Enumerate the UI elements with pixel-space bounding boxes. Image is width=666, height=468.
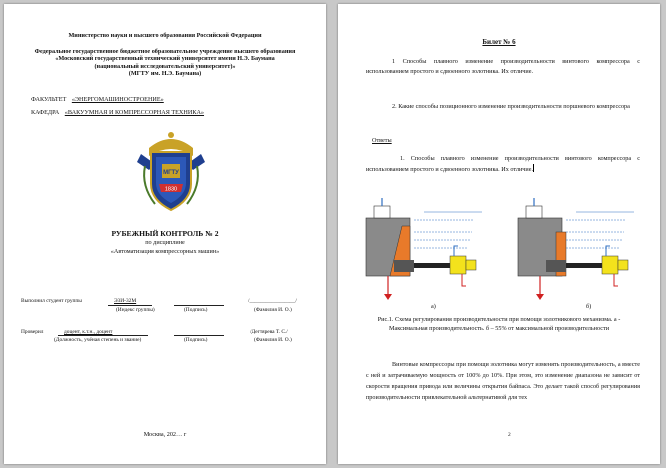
student-signature-line	[174, 305, 224, 306]
faculty-value: «ЭНЕРГОМАШИНОСТРОЕНИЕ»	[71, 96, 164, 103]
title-page	[4, 4, 326, 464]
group-underline	[108, 305, 152, 306]
student-name: /_________________/	[248, 298, 297, 304]
body-paragraph: Винтовые компрессоры при помощи золотника могут изменять производительность, а вместе с ней и затрачиваемую мощность от 100% до 10%. При этом, это изменение диапазона не зависит от скорости вращения привода или величины открытия байпаса. Это делает такой способ регулирования производительности привлекательной альтернативой для тех	[366, 361, 640, 401]
ticket-title: Билет № 6	[482, 38, 516, 46]
name-caption: (Фамилия И. О.)	[254, 337, 292, 343]
footer-city-year: Москва, 202… г	[143, 431, 187, 438]
emblem-text: МГТУ	[163, 170, 179, 176]
name-caption: (Фамилия И. О.)	[254, 307, 292, 313]
department-row	[31, 109, 204, 116]
question-1: 1 Способы плавного изменение производительности винтового компрессора с использованием простого и сдвоенного золотника. Их отличие.	[366, 58, 640, 75]
position-underline	[58, 335, 148, 336]
document-title: РУБЕЖНЫЙ КОНТРОЛЬ № 2	[111, 229, 219, 238]
faculty-label: ФАКУЛЬТЕТ	[31, 96, 67, 103]
answers-title: Ответы	[372, 137, 392, 144]
answer-1-heading	[366, 154, 640, 175]
department-label: КАФЕДРА	[31, 109, 60, 116]
checked-label: Проверил	[21, 329, 44, 335]
position-caption: (Должность, учёная степень и звание)	[54, 337, 142, 343]
page-number: 2	[508, 432, 511, 438]
question-2: 2. Какие способы позиционного изменение производительности поршневого компрессора	[392, 103, 630, 110]
signature-caption: (Подпись)	[184, 337, 208, 343]
figure-caption: Рис.1. Схема регулирования производительности при помощи золотникового механизма. а - Максимальная производительность. б – 55% от максимальной производительности	[377, 316, 621, 333]
student-label: Выполнил студент группы	[21, 298, 82, 304]
figure-scheme-b	[506, 198, 656, 302]
checker-position: доцент, к.т.н., доцент	[64, 329, 113, 335]
discipline-label: по дисциплине	[145, 239, 185, 246]
group-caption: (Индекс группы)	[116, 307, 155, 313]
ministry-line: Министерство науки и высшего образования Российской Федерации	[68, 32, 262, 39]
institution-line: Федеральное государственное бюджетное образовательное учреждение высшего образования	[34, 48, 296, 55]
discipline-value: «Автоматизация компрессорных машин»	[110, 248, 220, 255]
institution-line: (МГТУ им. Н.Э. Баумана)	[128, 70, 202, 78]
checker-name: /Дегтярева Т. С./	[250, 329, 288, 335]
figure-label-b: б)	[586, 303, 592, 310]
text-cursor	[533, 164, 534, 172]
checker-signature-line	[174, 335, 224, 336]
signature-caption: (Подпись)	[184, 307, 208, 313]
faculty-row	[31, 96, 164, 103]
student-group: Э3И-32М	[114, 298, 137, 304]
figure-scheme-a	[354, 198, 504, 302]
answer-1-text: 1. Способы плавного изменение производительности винтового компрессора с использованием простого и сдвоенного золотника. Их отличие.	[366, 155, 640, 173]
answer-page	[338, 4, 660, 464]
institution-line: «Московский государственный технический университет имени Н.Э. Баумана	[55, 55, 275, 63]
institution-line: (национальный исследовательский университет)»	[94, 62, 236, 70]
figure-label-a: а)	[431, 303, 436, 310]
institution-block	[4, 48, 326, 78]
emblem-year: 1830	[164, 186, 178, 193]
university-emblem	[135, 126, 207, 216]
department-value: «ВАКУУМНАЯ И КОМПРЕССОРНАЯ ТЕХНИКА»	[64, 109, 205, 116]
